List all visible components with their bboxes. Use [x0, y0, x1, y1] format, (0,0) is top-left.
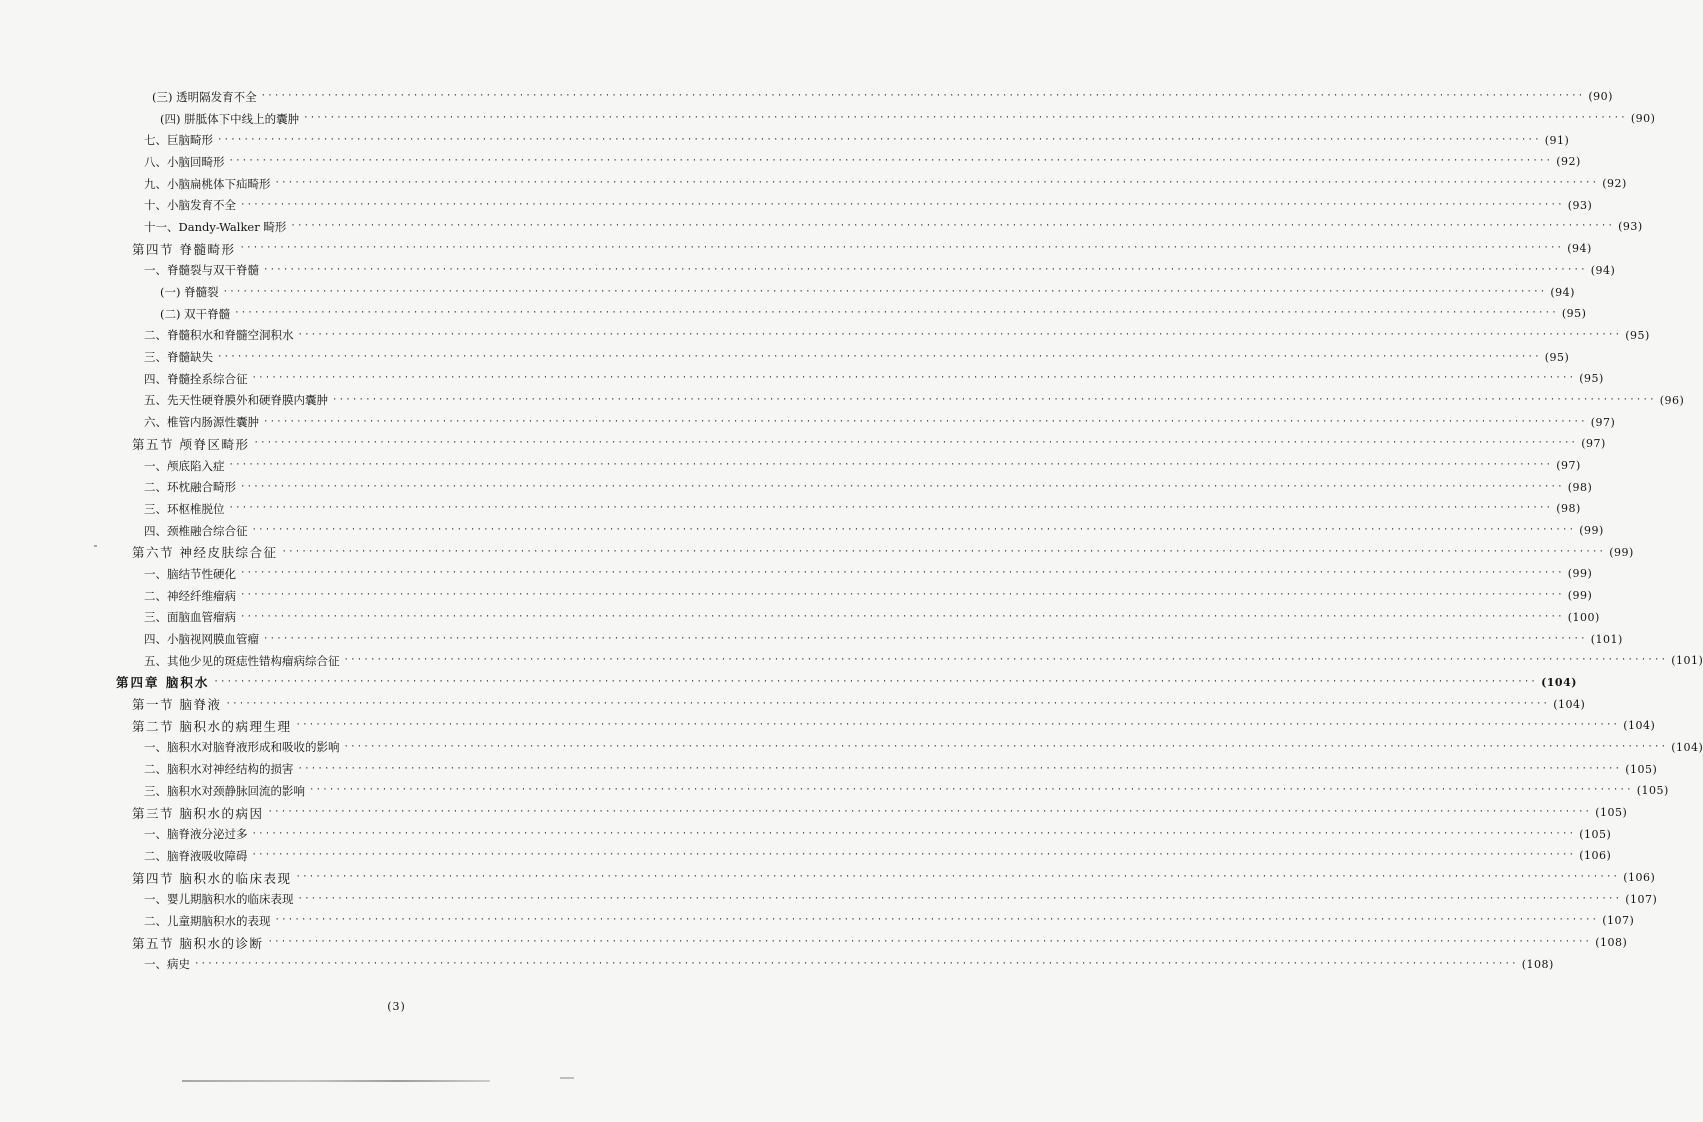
toc-page-number: (94) — [1590, 263, 1616, 277]
toc-entry — [0, 737, 1703, 759]
leader-dots: ········································································································································································································ — [260, 91, 1585, 102]
leader-dots: ········································································································································································································ — [281, 546, 1606, 557]
scan-artifact-mark — [560, 1077, 574, 1079]
toc-entry — [0, 411, 1616, 433]
toc-section — [0, 433, 1606, 455]
toc-page-number: (95) — [1579, 372, 1604, 386]
toc-entry-title: 二、儿童期脑积水的表现 — [144, 913, 271, 928]
toc-entry-title: 三、脑积水对颈静脉回流的影响 — [144, 783, 305, 798]
toc-entry — [0, 780, 1669, 802]
toc-chapter — [0, 672, 1577, 694]
toc-entry-title: 二、神经纤维瘤病 — [144, 588, 236, 603]
leader-dots: ········································································································································································································ — [251, 525, 1576, 536]
leader-dots: ········································································································································································································ — [217, 134, 1541, 145]
toc-entry — [0, 129, 1570, 151]
toc-entry-title: 二、环枕融合畸形 — [144, 480, 236, 495]
toc-entry-title: 一、脑结节性硬化 — [144, 566, 236, 581]
toc-entry — [0, 194, 1593, 216]
toc-entry — [0, 108, 1656, 130]
leader-dots: ········································································································································································································ — [217, 351, 1541, 362]
toc-page-number: (105) — [1595, 806, 1628, 820]
leader-dots: ········································································································································································································ — [309, 785, 1633, 796]
toc-page-number: (95) — [1625, 328, 1650, 342]
leader-dots: ········································································································································································································ — [274, 178, 1599, 189]
toc-entry-title: 第四章 脑积水 — [116, 675, 210, 691]
toc-entry-title: 第一节 脑脊液 — [132, 697, 222, 713]
leader-dots: ········································································································································································································ — [297, 893, 1622, 904]
toc-section — [0, 715, 1656, 737]
toc-page-number: (99) — [1567, 567, 1593, 581]
toc-entry — [0, 216, 1643, 238]
leader-dots: ········································································································································································································ — [297, 329, 1622, 340]
leader-dots: ········································································································································································································ — [240, 611, 1564, 622]
toc-entry — [0, 845, 1612, 867]
toc-entry-title: 一、婴儿期脑积水的临床表现 — [144, 892, 294, 907]
toc-entry-title: (三) 透明隔发育不全 — [152, 89, 257, 104]
leader-dots: ········································································································································································································ — [297, 763, 1622, 774]
toc-entry-title: 第四节 脊髓畸形 — [132, 241, 236, 257]
leader-dots: ········································································································································································································ — [263, 633, 1587, 644]
toc-entry — [0, 325, 1650, 347]
leader-dots: ········································································································································································································ — [253, 438, 1578, 449]
toc-page-number: (98) — [1567, 480, 1593, 494]
toc-page-number: (101) — [1590, 632, 1623, 646]
toc-entry — [0, 563, 1593, 585]
leader-dots: ········································································································································································································ — [343, 655, 1668, 666]
toc-entry-title: (四) 胼胝体下中线上的囊肿 — [160, 111, 300, 126]
toc-page-number: (105) — [1625, 762, 1658, 776]
toc-entry — [0, 628, 1623, 650]
toc-entry-title: 一、病史 — [144, 957, 190, 972]
toc-entry-title: (二) 双干脊髓 — [160, 306, 231, 321]
leader-dots: ········································································································································································································ — [290, 221, 1615, 232]
toc-section — [0, 541, 1634, 563]
toc-entry-title: 三、面脑血管瘤病 — [144, 610, 236, 625]
leader-dots: ········································································································································································································ — [239, 243, 1564, 254]
leader-dots: ········································································································································································································ — [240, 590, 1564, 601]
toc-entry-title: 第五节 颅脊区畸形 — [132, 436, 250, 452]
leader-dots: ········································································································································································································ — [240, 568, 1564, 579]
toc-entry — [0, 520, 1604, 542]
toc-page-number: (108) — [1521, 957, 1554, 971]
toc-page-number: (95) — [1544, 350, 1570, 364]
toc-entry-title: 二、脑脊液吸收障碍 — [144, 848, 248, 863]
toc-page-number: (97) — [1556, 459, 1581, 473]
leader-dots: ········································································································································································································ — [228, 503, 1553, 514]
toc-section — [0, 867, 1656, 889]
toc-page-number: (96) — [1659, 393, 1685, 407]
toc-page-number: (90) — [1588, 90, 1613, 104]
toc-page-number: (99) — [1579, 524, 1604, 538]
toc-entry — [0, 455, 1581, 477]
leader-dots: ········································································································································································································ — [251, 850, 1576, 861]
toc-section — [0, 802, 1628, 824]
page-number: (3) — [387, 1000, 406, 1013]
toc-entry-title: 六、椎管内肠源性囊肿 — [144, 415, 259, 430]
leader-dots: ········································································································································································································ — [240, 199, 1564, 210]
toc-page-number: (101) — [1671, 654, 1703, 668]
toc-entry — [0, 260, 1616, 282]
toc-entry-title: 一、脊髓裂与双干脊髓 — [144, 263, 259, 278]
leader-dots: ········································································································································································································ — [213, 676, 1538, 687]
toc-section — [0, 238, 1592, 260]
toc-page-number: (94) — [1567, 242, 1592, 256]
toc-page-number: (104) — [1671, 740, 1703, 754]
toc-page-number: (90) — [1630, 112, 1656, 126]
leader-dots: ········································································································································································································ — [251, 373, 1576, 384]
leader-dots: ········································································································································································································ — [303, 113, 1627, 124]
toc-page-number: (91) — [1544, 133, 1570, 147]
toc-entry-title: 四、颈椎融合综合征 — [144, 523, 248, 538]
toc-entry — [0, 498, 1581, 520]
leader-dots: ········································································································································································································ — [263, 416, 1587, 427]
table-of-contents — [0, 86, 1703, 975]
toc-entry-title: 十一、Dandy-Walker 畸形 — [144, 219, 287, 234]
leader-dots: ········································································································································································································ — [267, 937, 1592, 948]
toc-entry-title: 十、小脑发育不全 — [144, 198, 236, 213]
toc-page-number: (98) — [1556, 502, 1581, 516]
toc-entry-title: (一) 脊髓裂 — [160, 285, 219, 300]
toc-entry-title: 五、先天性硬脊膜外和硬脊膜内囊肿 — [144, 393, 328, 408]
toc-entry — [0, 650, 1703, 672]
leader-dots: ········································································································································································································ — [225, 698, 1550, 709]
toc-entry-title: 一、脑积水对脑脊液形成和吸收的影响 — [144, 740, 340, 755]
toc-page-number: (97) — [1581, 437, 1606, 451]
leader-dots: ········································································································································································································ — [251, 828, 1576, 839]
toc-entry-title: 第三节 脑积水的病因 — [132, 805, 264, 821]
toc-page-number: (99) — [1567, 589, 1593, 603]
toc-page-number: (99) — [1609, 545, 1634, 559]
toc-entry-title: 七、巨脑畸形 — [144, 133, 213, 148]
leader-dots: ········································································································································································································ — [295, 872, 1620, 883]
toc-entry — [0, 151, 1581, 173]
leader-dots: ········································································································································································································ — [332, 394, 1656, 405]
toc-page-number: (93) — [1618, 220, 1643, 234]
toc-entry-title: 三、脊髓缺失 — [144, 350, 213, 365]
leader-dots: ········································································································································································································ — [234, 308, 1558, 319]
leader-dots: ········································································································································································································ — [263, 264, 1587, 275]
toc-page-number: (95) — [1561, 307, 1587, 321]
toc-entry-title: 二、脑积水对神经结构的损害 — [144, 762, 294, 777]
scan-artifact-line — [182, 1080, 490, 1082]
toc-entry — [0, 585, 1593, 607]
leader-dots: ········································································································································································································ — [274, 915, 1599, 926]
toc-section — [0, 693, 1586, 715]
toc-entry — [0, 607, 1600, 629]
leader-dots: ········································································································································································································ — [222, 286, 1547, 297]
toc-entry-title: 一、脑脊液分泌过多 — [144, 827, 248, 842]
toc-page-number: (92) — [1602, 177, 1627, 191]
toc-page-number: (104) — [1541, 675, 1577, 689]
toc-entry-title: 三、环枢椎脱位 — [144, 501, 225, 516]
leader-dots: ········································································································································································································ — [343, 741, 1668, 752]
toc-entry-title: 第六节 神经皮肤综合征 — [132, 545, 278, 561]
toc-page-number: (107) — [1602, 914, 1635, 928]
toc-entry-title: 五、其他少见的斑痣性错构瘤病综合征 — [144, 653, 340, 668]
leader-dots: ········································································································································································································ — [228, 156, 1553, 167]
toc-page-number: (97) — [1590, 415, 1616, 429]
toc-entry-title: 二、脊髓积水和脊髓空洞积水 — [144, 328, 294, 343]
leader-dots: ········································································································································································································ — [228, 460, 1553, 471]
toc-page-number: (104) — [1553, 697, 1586, 711]
toc-entry — [0, 823, 1612, 845]
toc-page-number: (106) — [1623, 871, 1656, 885]
toc-page-number: (106) — [1579, 849, 1612, 863]
toc-page-number: (104) — [1623, 719, 1656, 733]
toc-entry — [0, 86, 1613, 108]
toc-entry-title: 九、小脑扁桃体下疝畸形 — [144, 176, 271, 191]
toc-entry — [0, 281, 1575, 303]
toc-entry-title: 四、小脑视网膜血管瘤 — [144, 632, 259, 647]
toc-page-number: (107) — [1625, 892, 1658, 906]
toc-entry-title: 四、脊髓拴系综合征 — [144, 371, 248, 386]
toc-entry-title: 一、颅底陷入症 — [144, 458, 225, 473]
toc-page-number: (108) — [1595, 936, 1628, 950]
toc-entry-title: 第四节 脑积水的临床表现 — [132, 870, 292, 886]
toc-entry — [0, 476, 1593, 498]
toc-entry-title: 八、小脑回畸形 — [144, 154, 225, 169]
leader-dots: ········································································································································································································ — [267, 807, 1592, 818]
toc-entry — [0, 368, 1604, 390]
leader-dots: ········································································································································································································ — [295, 720, 1620, 731]
toc-entry — [0, 910, 1635, 932]
toc-page-number: (105) — [1579, 827, 1612, 841]
toc-entry — [0, 758, 1658, 780]
toc-entry — [0, 303, 1587, 325]
toc-section — [0, 932, 1628, 954]
scan-speck — [94, 545, 97, 547]
toc-entry — [0, 173, 1627, 195]
leader-dots: ········································································································································································································ — [194, 958, 1518, 969]
toc-page-number: (93) — [1567, 198, 1593, 212]
toc-entry — [0, 954, 1554, 976]
toc-page-number: (100) — [1567, 610, 1600, 624]
toc-entry — [0, 888, 1658, 910]
toc-entry — [0, 390, 1685, 412]
leader-dots: ········································································································································································································ — [240, 481, 1564, 492]
toc-page-number: (105) — [1636, 784, 1669, 798]
toc-entry-title: 第二节 脑积水的病理生理 — [132, 718, 292, 734]
toc-entry-title: 第五节 脑积水的诊断 — [132, 935, 264, 951]
toc-page-number: (92) — [1556, 155, 1581, 169]
toc-entry — [0, 346, 1570, 368]
toc-page-number: (94) — [1550, 285, 1575, 299]
